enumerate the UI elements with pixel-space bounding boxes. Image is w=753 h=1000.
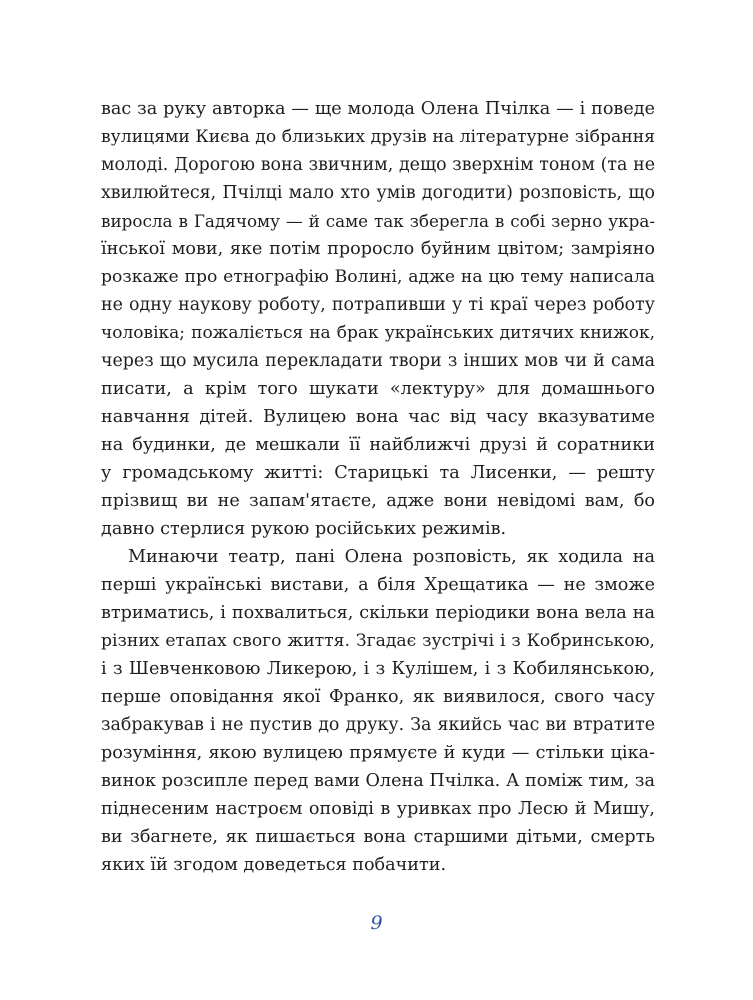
text-line: виросла в Гадячому — й саме так зберегла в собі зерно укра- <box>101 211 655 231</box>
page-number: 9 <box>370 912 383 934</box>
text-line: їнської мови, яке потім проросло буйним цвітом; замріяно <box>101 239 655 259</box>
text-line: ви збагнете, як пишається вона старшими дітьми, смерть <box>101 827 655 847</box>
text-line: забракував і не пустив до друку. За якийсь час ви втратите <box>101 715 655 735</box>
text-line: розкаже про етнографію Волині, адже на цю тему написала <box>101 267 655 287</box>
text-line: писати, а крім того шукати «лектуру» для домашнього <box>101 379 655 399</box>
text-line: яких їй згодом доведеться побачити. <box>101 855 447 875</box>
text-line: чоловіка; пожаліється на брак українських дитячих книжок, <box>101 323 655 343</box>
text-line: молоді. Дорогою вона звичним, дещо зверхнім тоном (та не <box>101 155 655 175</box>
text-line: піднесеним настроєм оповіді в уривках про Лесю й Мишу, <box>101 799 655 819</box>
text-line: перші українські вистави, а біля Хрещатика — не зможе <box>101 575 655 595</box>
text-line: Минаючи театр, пані Олена розповість, як ходила на <box>128 547 655 567</box>
text-line: прізвищ ви не запам'ятаєте, адже вони невідомі вам, бо <box>101 491 655 511</box>
text-line: хвилюйтеся, Пчілці мало хто умів догодити) розповість, що <box>101 183 655 203</box>
text-line: давно стерлися рукою російських режимів. <box>101 519 507 539</box>
text-line: перше оповідання якої Франко, як виявилося, свого часу <box>101 687 655 707</box>
text-line: різних етапах свого життя. Згадає зустрічі і з Кобринською, <box>101 631 655 651</box>
text-line: вулицями Києва до близьких друзів на літературне зібрання <box>101 127 655 147</box>
body-text <box>101 95 655 879</box>
text-line: винок розсипле перед вами Олена Пчілка. А поміж тим, за <box>101 771 655 791</box>
text-line: через що мусила перекладати твори з інших мов чи й сама <box>101 351 655 371</box>
text-line: у громадському житті: Старицькі та Лисенки, — решту <box>101 463 655 483</box>
text-line: навчання дітей. Вулицею вона час від часу вказуватиме <box>101 407 655 427</box>
text-line: вас за руку авторка — ще молода Олена Пчілка — і поведе <box>101 99 655 119</box>
text-line: на будинки, де мешкали її найближчі друзі й соратники <box>101 435 655 455</box>
text-line: втриматись, і похвалиться, скільки періодики вона вела на <box>101 603 655 623</box>
text-line: розуміння, якою вулицею прямуєте й куди — стільки ціка- <box>101 743 655 763</box>
text-line: і з Шевченковою Ликерою, і з Кулішем, і з Кобилянською, <box>101 659 655 679</box>
text-line: не одну наукову роботу, потрапивши у ті краї через роботу <box>101 295 655 315</box>
